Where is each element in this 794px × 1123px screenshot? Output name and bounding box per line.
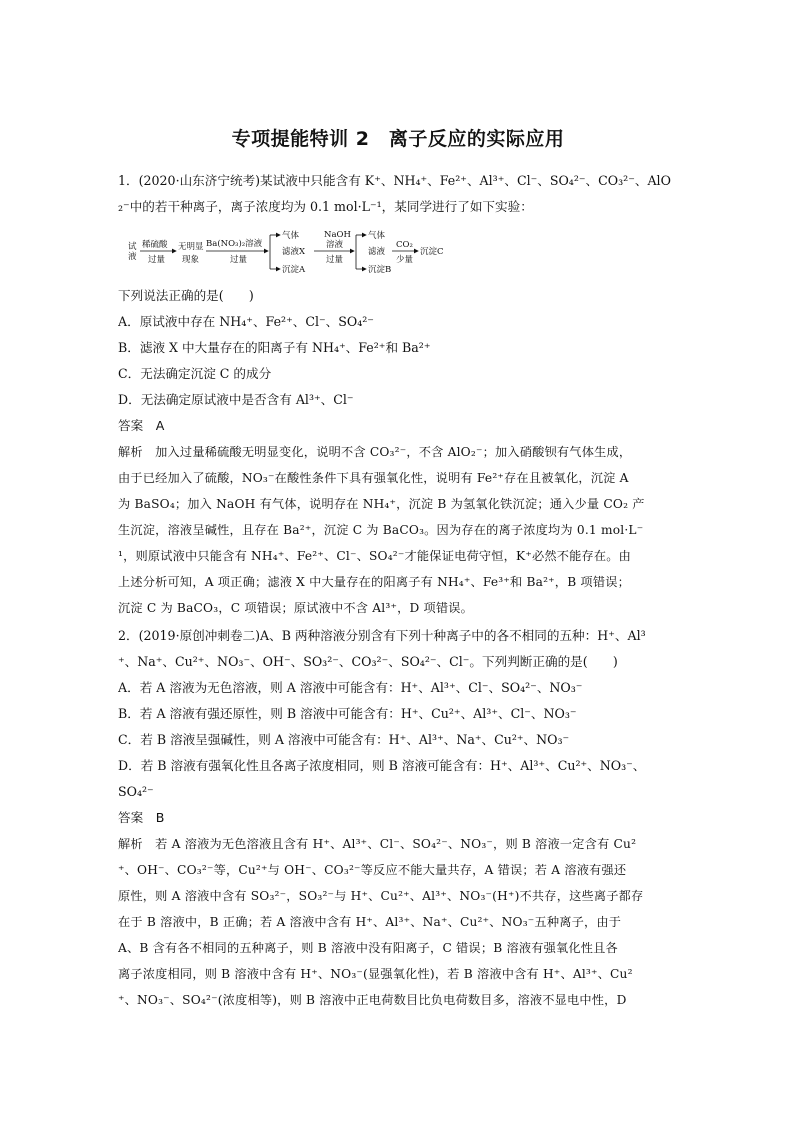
flow-step1-top: 稀硫酸	[142, 240, 168, 250]
flow-step4-bottom: 少量	[396, 255, 414, 265]
flow-precip-c: 沉淀C	[420, 247, 444, 257]
q2-stem-line-1: 2．(2019·原创冲刺卷二)A、B 两种溶液分别含有下列十种离子中的各不相同的五种：H⁺、Al³	[118, 628, 646, 643]
flow-start-bottom: 液	[128, 252, 137, 262]
q2-analysis-line-2: ⁺、OH⁻、CO₃²⁻等，Cu²⁺与 OH⁻、CO₃²⁻等反应不能大量共存，A 错误；若 A 溶液有强还	[118, 863, 627, 877]
q2-option-c: C．若 B 溶液呈强碱性，则 A 溶液中可能含有：H⁺、Al³⁺、Na⁺、Cu²⁺、NO₃⁻	[118, 732, 570, 747]
q1-stem-line-1: 1．(2020·山东济宁统考)某试液中只能含有 K⁺、NH₄⁺、Fe²⁺、Al³⁺、Cl⁻、SO₄²⁻、CO₃²⁻、AlO	[118, 173, 671, 188]
page-title: 专项提能特训 2 离子反应的实际应用	[231, 128, 565, 150]
q1-question-stem: 下列说法正确的是( )	[118, 288, 254, 303]
q1-answer: 答案 A	[118, 418, 165, 433]
flow-filtrate: 滤液	[368, 247, 386, 257]
flow-step2-bottom: 过量	[230, 255, 248, 265]
q2-answer: 答案 B	[118, 810, 165, 825]
q2-analysis-line-4: 在于 B 溶液中，B 正确；若 A 溶液中含有 H⁺、Al³⁺、Na⁺、Cu²⁺、NO₃⁻五种离子，由于	[118, 915, 622, 929]
q1-analysis-line-7: 沉淀 C 为 BaCO₃，C 项错误；原试液中不含 Al³⁺，D 项错误。	[118, 601, 474, 615]
flow-step3-bottom: 过量	[326, 255, 344, 265]
q1-analysis-line-5: ¹，则原试液中只能含有 NH₄⁺、Fe²⁺、Cl⁻、SO₄²⁻才能保证电荷守恒，K⁺必然不能存在。由	[118, 549, 632, 563]
q2-analysis-line-6: 离子浓度相同，则 B 溶液中含有 H⁺、NO₃⁻(显强氧化性)，若 B 溶液中含有 H⁺、Al³⁺、Cu²	[118, 967, 633, 981]
flow-step3-top1: NaOH	[324, 230, 351, 240]
q1-analysis-line-4: 生沉淀，溶液呈碱性，且存在 Ba²⁺，沉淀 C 为 BaCO₃。因为存在的离子浓度均为 0.1 mol·L⁻	[118, 523, 644, 537]
flow-obs1: 无明显	[178, 242, 204, 252]
q2-stem-line-2: ⁺、Na⁺、Cu²⁺、NO₃⁻、OH⁻、SO₃²⁻、CO₃²⁻、SO₄²⁻、Cl⁻。下列判断正确的是( )	[118, 654, 618, 669]
flow-gas2: 气体	[368, 231, 386, 241]
flow-step1-bottom: 过量	[148, 255, 166, 265]
flow-step2-top: Ba(NO₃)₂溶液	[206, 239, 263, 249]
q1-option-a: A．原试液中存在 NH₄⁺、Fe²⁺、Cl⁻、SO₄²⁻	[118, 314, 374, 329]
flow-step3-top2: 溶液	[326, 240, 344, 250]
flow-step4-top: CO₂	[396, 240, 413, 250]
q1-analysis-line-6: 上述分析可知，A 项正确；滤液 X 中大量存在的阳离子有 NH₄⁺、Fe³⁺和 Ba²⁺，B 项错误；	[118, 575, 630, 589]
flow-obs2: 现象	[182, 255, 200, 265]
q1-option-d: D．无法确定原试液中是否含有 Al³⁺、Cl⁻	[118, 392, 354, 407]
q2-option-b: B．若 A 溶液有强还原性，则 B 溶液中可能含有：H⁺、Cu²⁺、Al³⁺、Cl⁻、NO₃⁻	[118, 706, 577, 721]
q1-analysis-line-1: 解析 加入过量稀硫酸无明显变化，说明不含 CO₃²⁻，不含 AlO₂⁻；加入硝酸钡有气体生成，	[118, 445, 632, 459]
q2-analysis-line-7: ⁺、NO₃⁻、SO₄²⁻(浓度相等)，则 B 溶液中正电荷数目比负电荷数目多，溶液不显电中性，D	[118, 993, 627, 1007]
q2-analysis-line-5: A、B 含有各不相同的五种离子，则 B 溶液中没有阳离子，C 错误；B 溶液有强氧化性且各	[118, 941, 618, 955]
flow-precip-b: 沉淀B	[368, 265, 392, 275]
q1-stem-line-2: ₂⁻中的若干种离子，离子浓度均为 0.1 mol·L⁻¹，某同学进行了如下实验：	[118, 199, 533, 214]
q1-option-c: C．无法确定沉淀 C 的成分	[118, 366, 272, 381]
q2-analysis-line-3: 原性，则 A 溶液中含有 SO₃²⁻，SO₃²⁻与 H⁺、Cu²⁺、Al³⁺、NO₃⁻(H⁺)不共存，这些离子都存	[118, 889, 644, 903]
flow-start-top: 试	[128, 242, 137, 252]
q1-analysis-line-2: 由于已经加入了硫酸，NO₃⁻在酸性条件下具有强氧化性，说明有 Fe²⁺存在且被氧化，沉淀 A	[118, 471, 629, 485]
flow-filtrate-x: 滤液X	[282, 247, 306, 257]
q2-analysis-line-1: 解析 若 A 溶液为无色溶液且含有 H⁺、Al³⁺、Cl⁻、SO₄²⁻、NO₃⁻，则 B 溶液一定含有 Cu²	[118, 837, 637, 851]
flow-gas1: 气体	[282, 231, 300, 241]
flow-precip-a: 沉淀A	[282, 265, 306, 275]
q2-option-d-line-1: D．若 B 溶液有强氧化性且各离子浓度相同，则 B 溶液可能含有：H⁺、Al³⁺、Cu²⁺、NO₃⁻、	[118, 758, 646, 773]
q1-option-b: B．滤液 X 中大量存在的阳离子有 NH₄⁺、Fe²⁺和 Ba²⁺	[118, 340, 431, 355]
q1-flowchart	[128, 227, 458, 281]
q2-option-d-line-2: SO₄²⁻	[118, 784, 154, 799]
q1-analysis-line-3: 为 BaSO₄；加入 NaOH 有气体，说明存在 NH₄⁺，沉淀 B 为氢氧化铁沉淀；通入少量 CO₂ 产	[118, 497, 645, 511]
q2-option-a: A．若 A 溶液为无色溶液，则 A 溶液中可能含有：H⁺、Al³⁺、Cl⁻、SO₄²⁻、NO₃⁻	[118, 680, 583, 695]
